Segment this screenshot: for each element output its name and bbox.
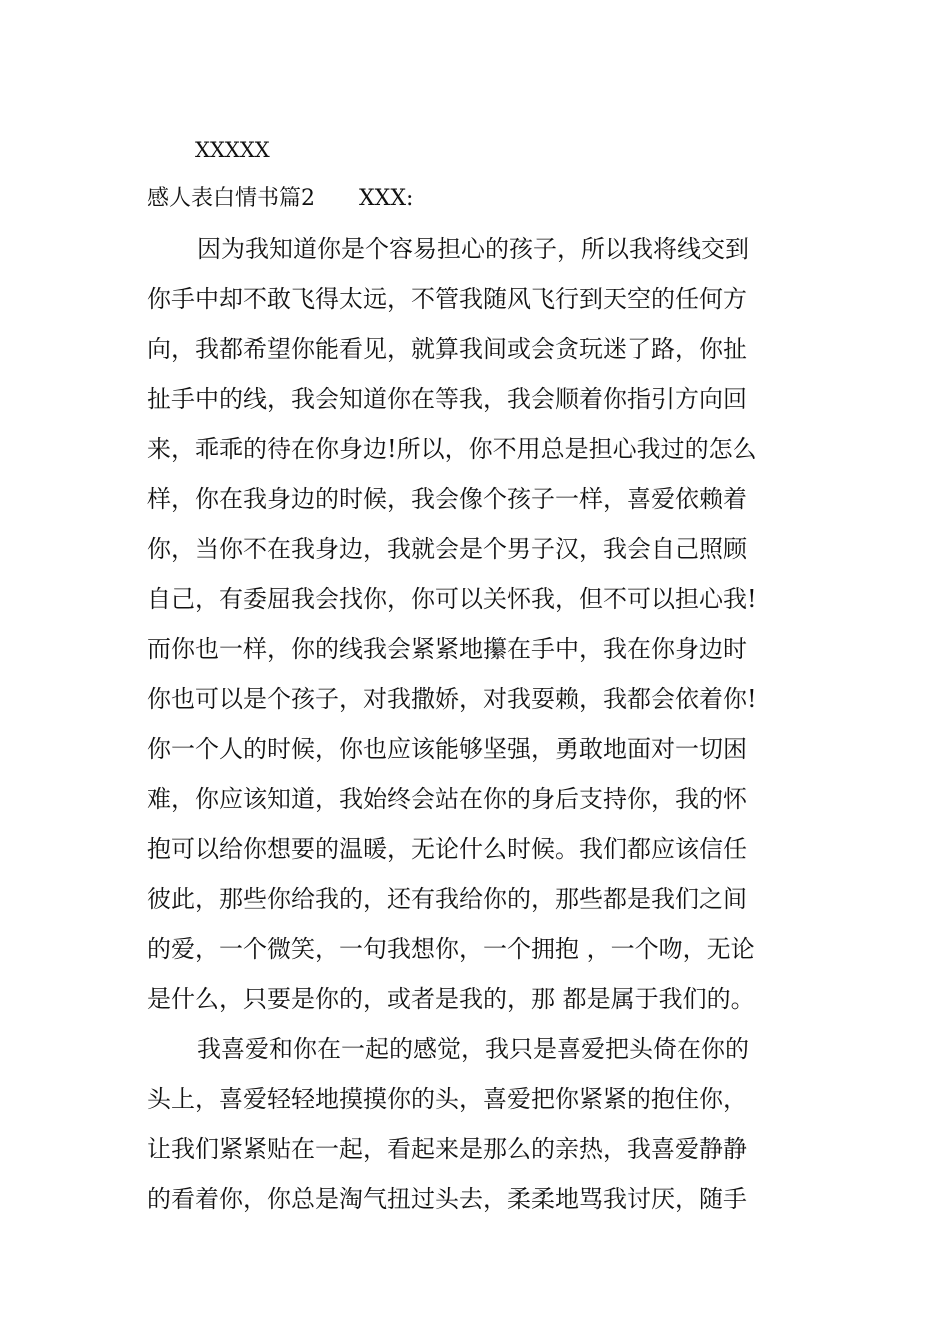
paragraph-1-line: 你也可以是个孩子，对我撒娇，对我耍赖，我都会依着你! [147,685,757,713]
paragraph-2-line: 的看着你，你总是淘气扭过头去，柔柔地骂我讨厌，随手 [147,1185,747,1213]
sender-name: XXXXX [195,138,270,162]
paragraph-2-line: 我喜爱和你在一起的感觉，我只是喜爱把头倚在你的 [197,1035,749,1063]
paragraph-1-line: 你手中却不敢飞得太远，不管我随风飞行到天空的任何方 [147,285,747,313]
letter-title: 感人表白情书篇2 [147,186,315,211]
paragraph-1-line: 扯手中的线，我会知道你在等我，我会顺着你指引方向回 [147,385,747,413]
paragraph-1-line: 彼此，那些你给我的，还有我给你的，那些都是我们之间 [147,885,747,913]
paragraph-2-line: 头上，喜爱轻轻地摸摸你的头，喜爱把你紧紧的抱住你， [147,1085,747,1113]
paragraph-1-line: 而你也一样，你的线我会紧紧地攥在手中，我在你身边时 [147,635,747,663]
paragraph-1-line: 的爱，一个微笑，一句我想你，一个拥抱 ，一个吻，无论 [147,935,755,963]
letter-heading [147,184,413,214]
paragraph-1-line: 你一个人的时候，你也应该能够坚强，勇敢地面对一切困 [147,735,747,763]
paragraph-1-line: 难，你应该知道，我始终会站在你的身后支持你，我的怀 [147,785,747,813]
paragraph-1-line: 你，当你不在我身边，我就会是个男子汉，我会自己照顾 [147,535,747,563]
paragraph-1-line: 自己，有委屈我会找你，你可以关怀我，但不可以担心我! [147,585,757,613]
paragraph-1-line: 来，乖乖的待在你身边!所以，你不用总是担心我过的怎么 [147,435,757,463]
paragraph-1-line: 抱可以给你想要的温暖，无论什么时候。我们都应该信任 [147,835,747,863]
paragraph-2-line: 让我们紧紧贴在一起，看起来是那么的亲热，我喜爱静静 [147,1135,747,1163]
paragraph-1-line: 样，你在我身边的时候，我会像个孩子一样，喜爱依赖着 [147,485,747,513]
paragraph-1-line: 向，我都希望你能看见，就算我间或会贪玩迷了路，你扯 [147,335,747,363]
paragraph-1-line: 是什么，只要是你的，或者是我的，那 都是属于我们的。 [147,985,755,1013]
paragraph-1-line: 因为我知道你是个容易担心的孩子，所以我将线交到 [197,235,749,263]
addressee: XXX: [359,186,414,211]
